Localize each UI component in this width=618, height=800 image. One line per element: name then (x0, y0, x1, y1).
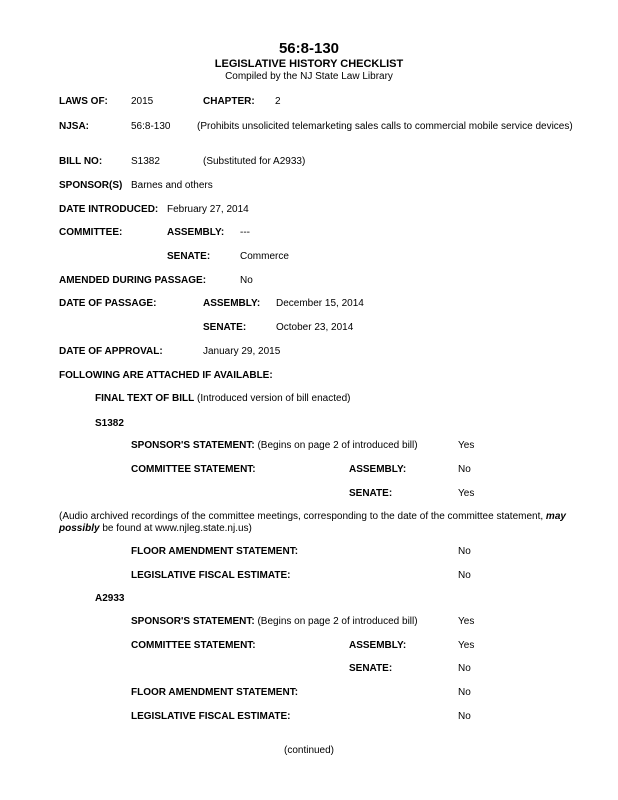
audio-note-part2: be found at www.njleg.state.nj.us) (99, 523, 252, 534)
bill-no-label: BILL NO: (59, 156, 103, 167)
final-text-line (95, 393, 350, 405)
passage-assembly-label: ASSEMBLY: (203, 298, 261, 309)
njsa-label: NJSA: (59, 121, 90, 132)
s1382-assembly-label: ASSEMBLY: (349, 464, 407, 475)
a2933-fiscal-value: No (458, 711, 471, 722)
s1382-committee-label: COMMITTEE STATEMENT: (131, 464, 256, 475)
audio-note (59, 511, 607, 535)
s1382-floor-value: No (458, 546, 471, 557)
laws-of-label: LAWS OF: (59, 96, 108, 107)
date-introduced-label: DATE INTRODUCED: (59, 204, 159, 215)
statute-number: 56:8-130 (278, 40, 340, 57)
a2933-sponsor-value: Yes (458, 616, 475, 627)
s1382-sponsor-label: SPONSOR'S STATEMENT: (131, 440, 255, 451)
sponsor-label: SPONSOR(S) (59, 180, 123, 191)
compiled-by: Compiled by the NJ State Law Library (225, 71, 393, 82)
attached-heading: FOLLOWING ARE ATTACHED IF AVAILABLE: (59, 370, 273, 381)
passage-assembly-value: December 15, 2014 (276, 298, 364, 309)
a2933-assembly-value: Yes (458, 640, 475, 651)
continued-note: (continued) (283, 745, 335, 756)
a2933-floor-label: FLOOR AMENDMENT STATEMENT: (131, 687, 299, 698)
a2933-senate-label: SENATE: (349, 663, 393, 674)
bill-number: S1382 (131, 156, 160, 167)
a2933-committee-label: COMMITTEE STATEMENT: (131, 640, 256, 651)
s1382-sponsor-value: Yes (458, 440, 475, 451)
amended-value: No (240, 275, 253, 286)
sponsor-value: Barnes and others (131, 180, 213, 191)
committee-assembly-value: --- (240, 227, 250, 238)
amended-label: AMENDED DURING PASSAGE: (59, 275, 207, 286)
a2933-sponsor-note: (Begins on page 2 of introduced bill) (257, 616, 418, 627)
committee-senate-value: Commerce (240, 251, 289, 262)
s1382-senate-value: Yes (458, 488, 475, 499)
approval-label: DATE OF APPROVAL: (59, 346, 163, 357)
s1382-sponsor-statement (131, 440, 418, 452)
s1382-floor-label: FLOOR AMENDMENT STATEMENT: (131, 546, 299, 557)
a2933-label: A2933 (95, 593, 125, 604)
committee-assembly-label: ASSEMBLY: (167, 227, 225, 238)
s1382-fiscal-label: LEGISLATIVE FISCAL ESTIMATE: (131, 570, 291, 581)
committee-senate-label: SENATE: (167, 251, 211, 262)
approval-value: January 29, 2015 (203, 346, 281, 357)
passage-senate-label: SENATE: (203, 322, 247, 333)
s1382-sponsor-note: (Begins on page 2 of introduced bill) (257, 440, 418, 451)
njsa-section: 56:8-130 (131, 121, 171, 132)
committee-label: COMMITTEE: (59, 227, 123, 238)
final-text-note: (Introduced version of bill enacted) (197, 393, 351, 404)
a2933-floor-value: No (458, 687, 471, 698)
a2933-sponsor-statement (131, 616, 418, 628)
page-title: LEGISLATIVE HISTORY CHECKLIST (214, 58, 404, 70)
chapter-value: 2 (275, 96, 281, 107)
njsa-description: (Prohibits unsolicited telemarketing sales calls to commercial mobile service devices) (197, 121, 573, 132)
a2933-fiscal-label: LEGISLATIVE FISCAL ESTIMATE: (131, 711, 291, 722)
s1382-fiscal-value: No (458, 570, 471, 581)
s1382-label: S1382 (95, 418, 124, 429)
passage-label: DATE OF PASSAGE: (59, 298, 157, 309)
chapter-label: CHAPTER: (203, 96, 255, 107)
substituted-for: (Substituted for A2933) (203, 156, 306, 167)
a2933-senate-value: No (458, 663, 471, 674)
final-text-label: FINAL TEXT OF BILL (95, 393, 195, 404)
date-introduced-value: February 27, 2014 (167, 204, 249, 215)
a2933-sponsor-label: SPONSOR'S STATEMENT: (131, 616, 255, 627)
s1382-senate-label: SENATE: (349, 488, 393, 499)
laws-of-year: 2015 (131, 96, 154, 107)
a2933-assembly-label: ASSEMBLY: (349, 640, 407, 651)
audio-note-emphasis: may possibly (59, 511, 566, 534)
s1382-assembly-value: No (458, 464, 471, 475)
audio-note-part1: (Audio archived recordings of the committee meetings, corresponding to the date of the committee statement, (59, 511, 546, 522)
passage-senate-value: October 23, 2014 (276, 322, 354, 333)
